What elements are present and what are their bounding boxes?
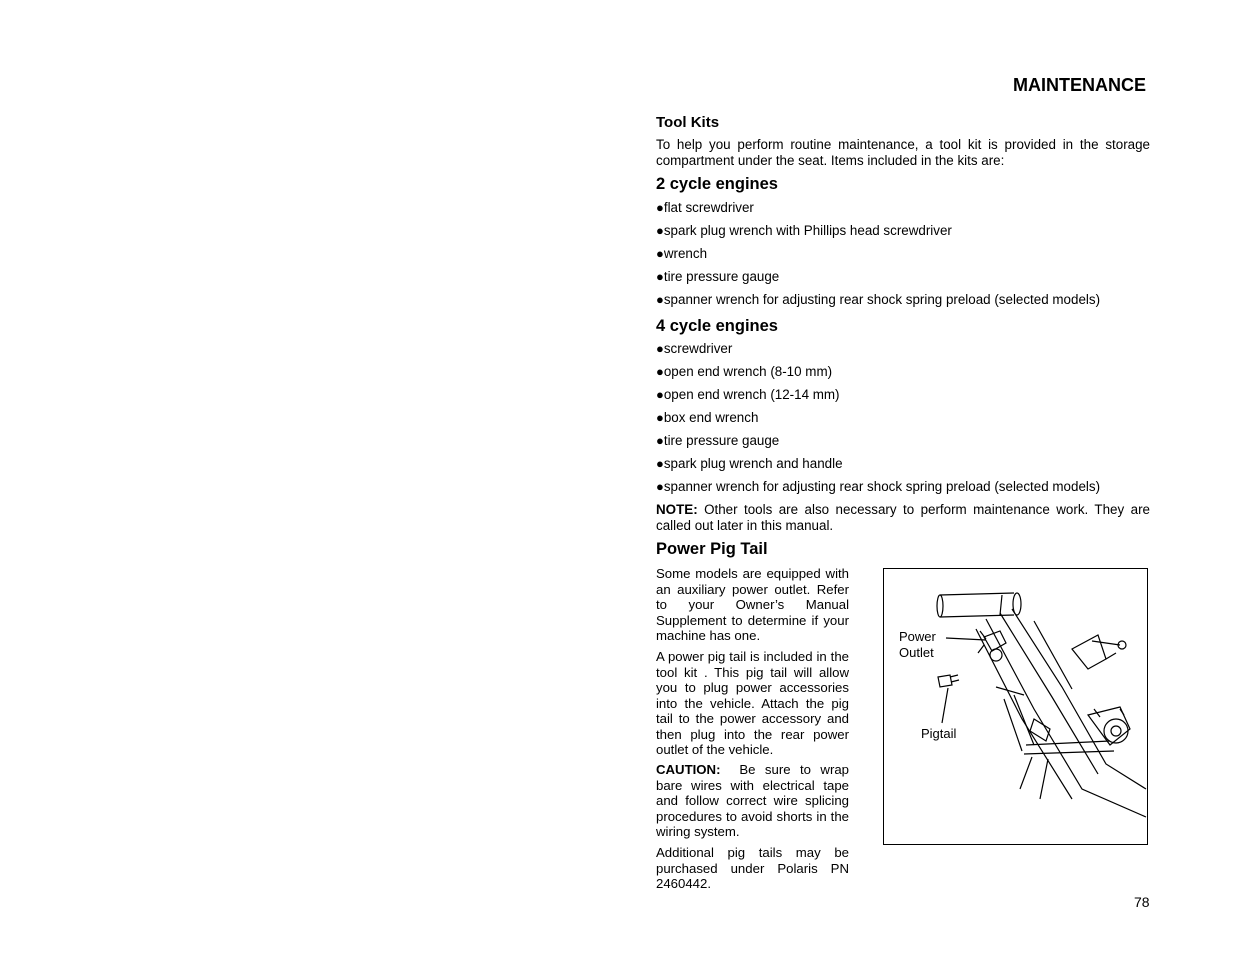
list-item-text: box end wrench	[663, 410, 759, 425]
bullet-icon: ●	[656, 200, 664, 215]
list-item-text: spanner wrench for adjusting rear shock spring preload (selected models)	[663, 292, 1101, 307]
bullet-icon: ●	[656, 246, 664, 261]
section-title: MAINTENANCE	[1013, 75, 1146, 95]
caution-text: Be sure to wrap bare wires with electrical tape and follow correct wire splicing procedures to avoid shorts in the wiring system.	[656, 762, 850, 839]
list-item	[656, 433, 779, 448]
note-label: NOTE:	[656, 502, 698, 517]
pig-tail-para-4: Additional pig tails may be purchased under Polaris PN 2460442.	[656, 845, 849, 891]
list-item-text: spark plug wrench and handle	[663, 456, 843, 471]
bullet-icon: ●	[656, 433, 664, 448]
pig-tail-para-1: Some models are equipped with an auxiliary power outlet. Refer to your Owner’s Manual Supplement to determine if your machine has one.	[656, 566, 849, 643]
two-cycle-heading: 2 cycle engines	[656, 175, 778, 193]
list-item	[656, 246, 707, 261]
bullet-icon: ●	[656, 292, 664, 307]
list-item-text: spanner wrench for adjusting rear shock spring preload (selected models)	[663, 479, 1101, 494]
list-item	[656, 387, 840, 402]
bullet-icon: ●	[656, 479, 664, 494]
list-item	[656, 410, 758, 425]
list-item-text: flat screwdriver	[663, 200, 754, 215]
figure-label-power: Power	[899, 629, 936, 644]
bullet-icon: ●	[656, 364, 664, 379]
list-item	[656, 292, 1100, 307]
list-item	[656, 269, 779, 284]
figure-label-pigtail: Pigtail	[921, 726, 957, 741]
bullet-icon: ●	[656, 456, 664, 471]
list-item-text: open end wrench (12-14 mm)	[663, 387, 840, 402]
figure-label-power-outlet	[899, 629, 936, 661]
list-item-text: tire pressure gauge	[663, 269, 780, 284]
list-item-text: spark plug wrench with Phillips head screwdriver	[663, 223, 952, 238]
caution-label: CAUTION:	[656, 762, 721, 777]
list-item	[656, 200, 754, 215]
bullet-icon: ●	[656, 223, 664, 238]
list-item	[656, 456, 843, 471]
tool-kits-heading: Tool Kits	[656, 114, 720, 131]
list-item	[656, 364, 832, 379]
power-pig-tail-heading: Power Pig Tail	[656, 540, 768, 558]
bullet-icon: ●	[656, 341, 664, 356]
note-paragraph	[656, 502, 1150, 534]
figure-label-outlet: Outlet	[899, 645, 934, 660]
tool-kits-intro: To help you perform routine maintenance, a tool kit is provided in the storage compartment under the seat. Items included in the kits are:	[656, 137, 1150, 168]
page-number: 78	[1134, 894, 1150, 910]
list-item-text: wrench	[663, 246, 708, 261]
bullet-icon: ●	[656, 269, 664, 284]
bullet-icon: ●	[656, 387, 664, 402]
list-item-text: open end wrench (8-10 mm)	[663, 364, 833, 379]
list-item-text: screwdriver	[663, 341, 733, 356]
note-text: Other tools are also necessary to perform maintenance work. They are called out later in this manual.	[656, 502, 1150, 533]
list-item-text: tire pressure gauge	[663, 433, 780, 448]
list-item	[656, 479, 1100, 494]
four-cycle-heading: 4 cycle engines	[656, 317, 778, 335]
pig-tail-para-2: A power pig tail is included in the tool kit . This pig tail will allow you to plug power accessories into the vehicle. Attach the pig tail to the power accessory and then plug into the rear power outlet of the vehicle.	[656, 649, 849, 757]
power-outlet-figure	[883, 568, 1148, 845]
caution-paragraph	[656, 762, 849, 840]
bullet-icon: ●	[656, 410, 664, 425]
list-item	[656, 341, 732, 356]
list-item	[656, 223, 952, 238]
vehicle-frame-illustration	[884, 569, 1149, 846]
